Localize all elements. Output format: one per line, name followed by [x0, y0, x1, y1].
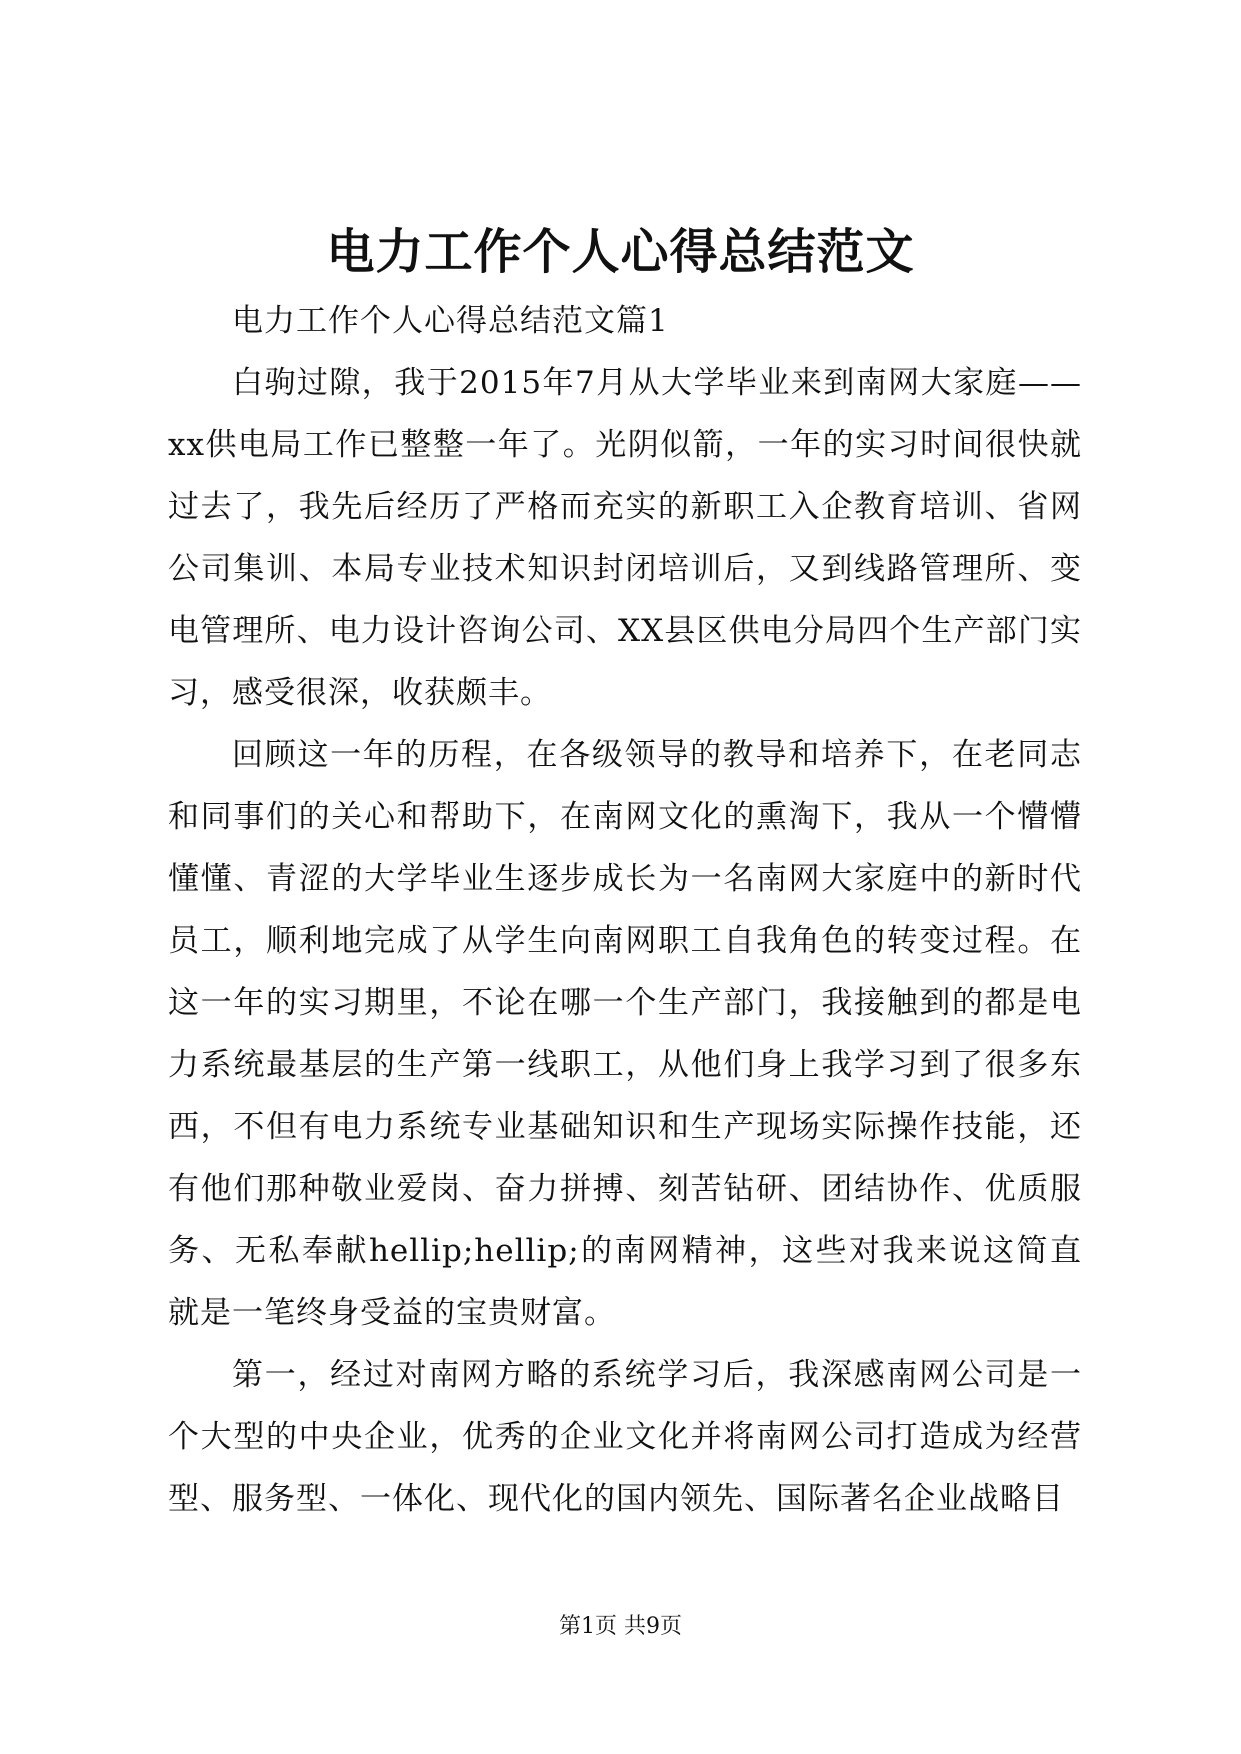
document-body [168, 290, 1082, 1530]
page-number-footer: 第1页 共9页 [559, 1614, 682, 1639]
paragraph: 白驹过隙，我于2015年7月从大学毕业来到南网大家庭——xx供电局工作已整整一年了。光阴似箭，一年的实习时间很快就过去了，我先后经历了严格而充实的新职工入企教育培训、省网公司集训、本局专业技术知识封闭培训后，又到线路管理所、变电管理所、电力设计咨询公司、XX县区供电分局四个生产部门实习，感受很深，收获颇丰。 [168, 365, 1082, 711]
paragraph: 第一，经过对南网方略的系统学习后，我深感南网公司是一个大型的中央企业，优秀的企业文化并将南网公司打造成为经营型、服务型、一体化、现代化的国内领先、国际著名企业战略目 [168, 1357, 1082, 1517]
paragraph-heading: 电力工作个人心得总结范文篇1 [232, 303, 669, 339]
document-title: 电力工作个人心得总结范文 [326, 224, 915, 280]
paragraph: 回顾这一年的历程，在各级领导的教导和培养下，在老同志和同事们的关心和帮助下，在南网文化的熏淘下，我从一个懵懵懂懂、青涩的大学毕业生逐步成长为一名南网大家庭中的新时代员工，顺利地完成了从学生向南网职工自我角色的转变过程。在这一年的实习期里，不论在哪一个生产部门，我接触到的都是电力系统最基层的生产第一线职工，从他们身上我学习到了很多东西，不但有电力系统专业基础知识和生产现场实际操作技能，还有他们那种敬业爱岗、奋力拼搏、刻苦钻研、团结协作、优质服务、无私奉献hellip;hellip;的南网精神，这些对我来说这简直就是一笔终身受益的宝贵财富。 [168, 737, 1082, 1331]
